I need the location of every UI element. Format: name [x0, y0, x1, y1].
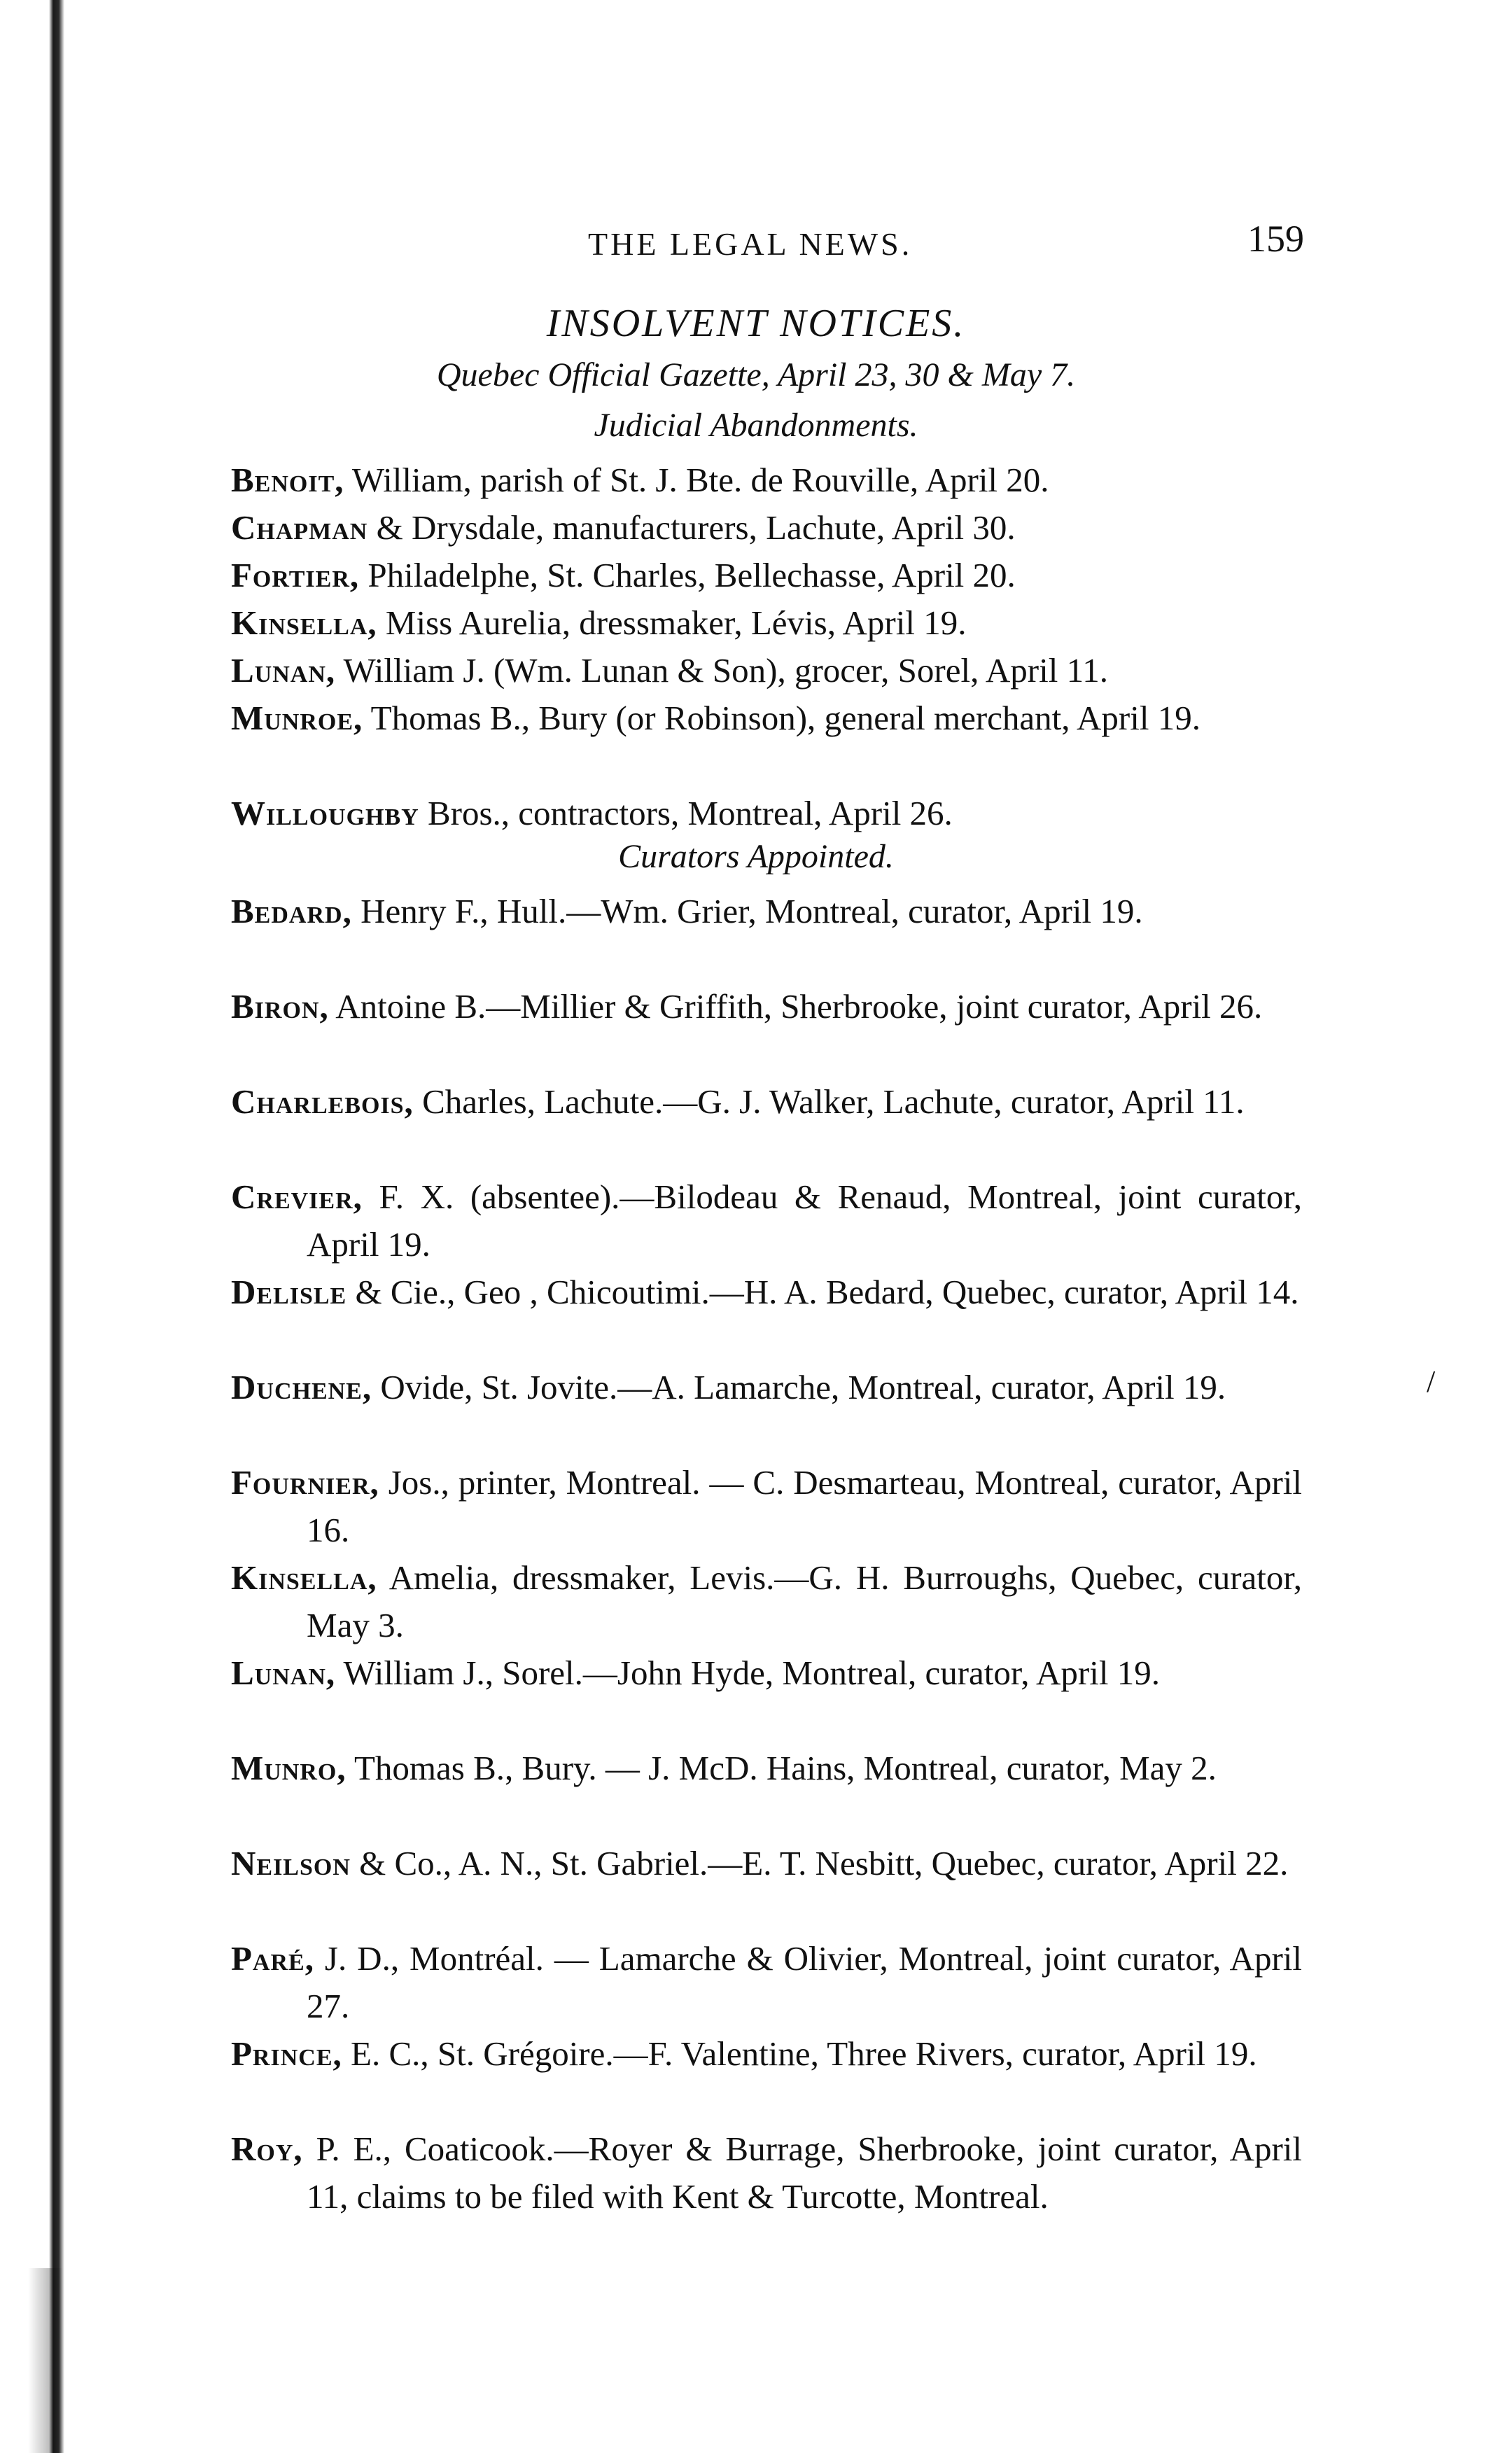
entry-name: Duchene,: [231, 1368, 372, 1406]
list-item: [231, 2125, 1302, 2221]
entry-text: Miss Aurelia, dressmaker, Lévis, April 19.: [377, 603, 967, 642]
gazette-line: Quebec Official Gazette, April 23, 30 & May 7.: [436, 356, 1076, 393]
list-item: [231, 1840, 1302, 1887]
entry-text: & Co., A. N., St. Gabriel.—E. T. Nesbitt, Quebec, curator, April 22.: [350, 1844, 1289, 1882]
entry-name: Chapman: [231, 508, 368, 547]
entry-text: J. D., Montréal. — Lamarche & Olivier, Montreal, joint curator, April 27.: [307, 1939, 1302, 2025]
list-item: [231, 456, 1302, 504]
entry-name: Roy,: [231, 2130, 303, 2168]
entry-name: Kinsella,: [231, 603, 377, 642]
entry-text: Bros., contractors, Montreal, April 26.: [419, 794, 953, 832]
entry-text: P. E., Coaticook.—Royer & Burrage, Sherbrooke, joint curator, April 11, claims to be filed with Kent & Turcotte, Montreal.: [302, 2130, 1302, 2216]
entry-name: Charlebois,: [231, 1082, 414, 1121]
entry-name: Kinsella,: [231, 1558, 377, 1597]
entry-text: Thomas B., Bury (or Robinson), general merchant, April 19.: [363, 699, 1200, 737]
curators-heading: Curators Appointed.: [618, 838, 894, 875]
list-item: [231, 647, 1302, 694]
entry-name: Lunan,: [231, 651, 336, 690]
entry-text: & Drysdale, manufacturers, Lachute, April 30.: [368, 508, 1016, 547]
entry-text: William J., Sorel.—John Hyde, Montreal, curator, April 19.: [335, 1654, 1160, 1692]
entry-name: Crevier,: [231, 1177, 363, 1216]
list-item: [231, 1364, 1302, 1411]
entry-text: & Cie., Geo , Chicoutimi.—H. A. Bedard, Quebec, curator, April 14.: [346, 1273, 1299, 1311]
list-item: [231, 1078, 1302, 1126]
binding-smudge: [28, 2268, 63, 2453]
list-item: [231, 2030, 1302, 2078]
abandonments-heading: Judicial Abandonments.: [594, 407, 918, 444]
entry-text: William, parish of St. J. Bte. de Rouville, April 20.: [344, 461, 1049, 499]
entry-text: Philadelphe, St. Charles, Bellechasse, April 20.: [359, 556, 1016, 594]
entry-name: Biron,: [231, 987, 329, 1026]
entry-name: Neilson: [231, 1844, 351, 1882]
list-item: [231, 1745, 1302, 1792]
margin-mark: /: [1427, 1364, 1436, 1399]
entry-text: Amelia, dressmaker, Levis.—G. H. Burroughs, Quebec, curator, May 3.: [307, 1558, 1302, 1644]
list-item: [231, 694, 1302, 742]
notices-title: INSOLVENT NOTICES.: [546, 302, 966, 345]
entry-name: Fournier,: [231, 1463, 379, 1502]
list-item: [231, 599, 1302, 647]
list-item: [231, 983, 1302, 1030]
list-item: [231, 1935, 1302, 2030]
list-item: [231, 1269, 1302, 1316]
entry-text: F. X. (absentee).—Bilodeau & Renaud, Montreal, joint curator, April 19.: [307, 1177, 1302, 1264]
list-item: [231, 1173, 1302, 1269]
entry-text: Charles, Lachute.—G. J. Walker, Lachute, curator, April 11.: [413, 1082, 1245, 1121]
entry-name: Willoughby: [231, 794, 419, 832]
entry-name: Fortier,: [231, 556, 360, 594]
entry-text: Jos., printer, Montreal. — C. Desmarteau, Montreal, curator, April 16.: [307, 1463, 1302, 1549]
list-item: [231, 790, 1302, 837]
running-head: THE LEGAL NEWS.: [588, 226, 913, 262]
entry-text: E. C., St. Grégoire.—F. Valentine, Three Rivers, curator, April 19.: [342, 2034, 1257, 2073]
entry-name: Delisle: [231, 1273, 347, 1311]
entry-name: Paré,: [231, 1939, 314, 1978]
entry-text: William J. (Wm. Lunan & Son), grocer, Sorel, April 11.: [335, 651, 1108, 690]
entry-text: Antoine B.—Millier & Griffith, Sherbrooke, joint curator, April 26.: [328, 987, 1263, 1026]
entry-name: Prince,: [231, 2034, 342, 2073]
list-item: [231, 888, 1302, 935]
entry-name: Munro,: [231, 1749, 346, 1787]
page-number: 159: [1247, 218, 1304, 260]
entry-name: Bedard,: [231, 892, 352, 930]
list-item: [231, 1459, 1302, 1554]
list-item: [231, 1554, 1302, 1649]
entry-text: Henry F., Hull.—Wm. Grier, Montreal, curator, April 19.: [351, 892, 1143, 930]
entry-text: Ovide, St. Jovite.—A. Lamarche, Montreal, curator, April 19.: [372, 1368, 1226, 1406]
entry-text: Thomas B., Bury. — J. McD. Hains, Montreal, curator, May 2.: [346, 1749, 1217, 1787]
entry-name: Lunan,: [231, 1654, 336, 1692]
entry-name: Benoit,: [231, 461, 344, 499]
list-item: [231, 552, 1302, 599]
entry-name: Munroe,: [231, 699, 363, 737]
list-item: [231, 504, 1302, 552]
list-item: [231, 1649, 1302, 1697]
